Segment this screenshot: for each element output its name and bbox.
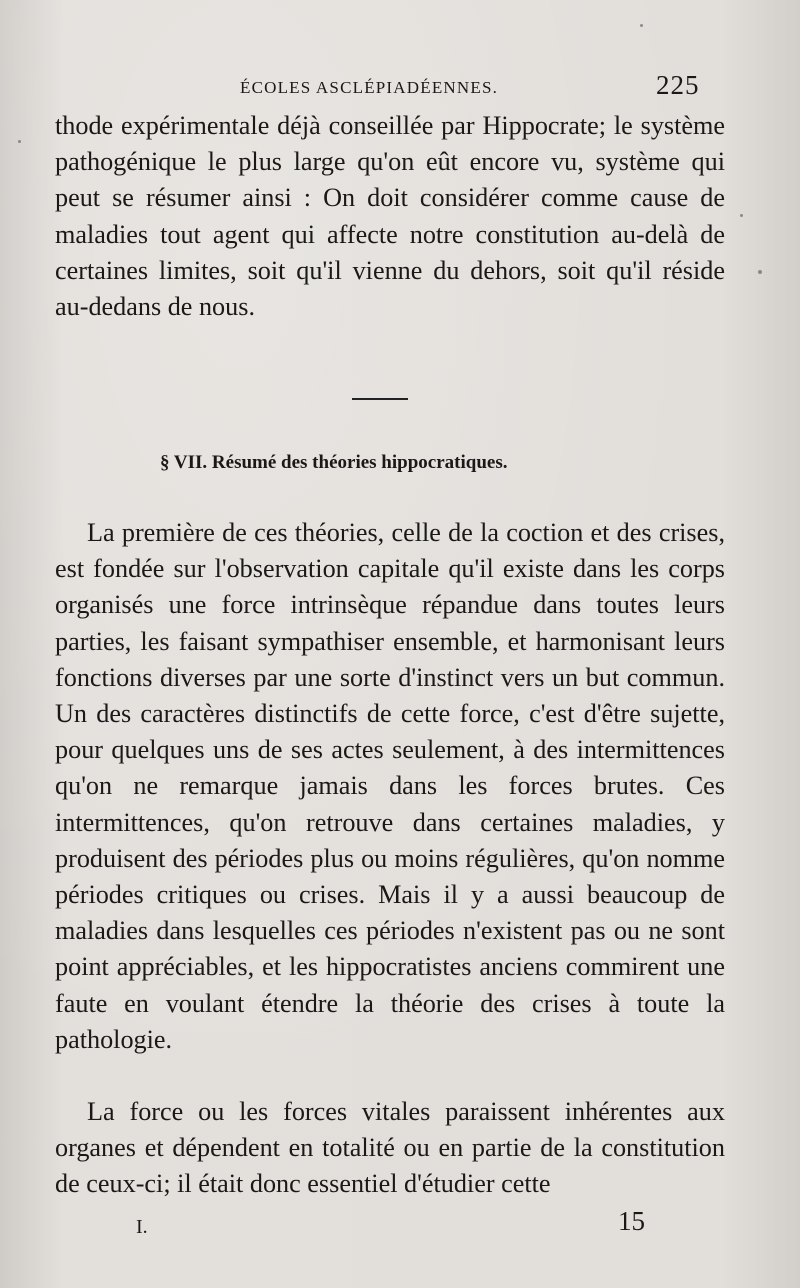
page-footer bbox=[0, 1206, 800, 1240]
ink-speck bbox=[758, 270, 762, 274]
paragraph-1-block bbox=[55, 515, 725, 1058]
ink-speck bbox=[18, 140, 21, 143]
section-divider bbox=[352, 398, 408, 400]
page-header bbox=[0, 70, 800, 100]
paragraph-2-block bbox=[55, 1094, 725, 1203]
running-title: ÉCOLES ASCLÉPIADÉENNES. bbox=[240, 78, 499, 97]
paragraph-1: La première de ces théories, celle de la coction et des crises, est fondée sur l'observation capitale qu'il existe dans les corps organisés une force intrinsèque répandue dans toutes leurs parties, les faisant sympathiser ensemble, et harmonisant leurs fonctions diverses par une sorte d'instinct vers un but commun. Un des caractères distinctifs de cette force, c'est d'être sujette, pour quelques uns de ses actes seulement, à des intermittences qu'on ne remarque jamais dans les forces brutes. Ces intermittences, qu'on retrouve dans certaines maladies, y produisent des périodes plus ou moins régulières, qu'on nomme périodes critiques ou crises. Mais il y a aussi beaucoup de maladies dans lesquelles ces périodes n'existent pas ou ne sont point appréciables, et les hippocratistes anciens commirent une faute en voulant étendre la théorie des crises à toute la pathologie. bbox=[55, 518, 725, 1054]
section-heading: § VII. Résumé des théories hippocratiques. bbox=[160, 452, 508, 473]
continuation-paragraph-block bbox=[55, 108, 725, 325]
ink-speck bbox=[740, 214, 743, 217]
continuation-paragraph: thode expérimentale déjà conseillée par Hippocrate; le système pathogénique le plus large qu'on eût encore vu, système qui peut se résumer ainsi : On doit considérer comme cause de maladies tout agent qui affecte notre constitution au-delà de certaines limites, soit qu'il vienne du dehors, soit qu'il réside au-dedans de nous. bbox=[55, 111, 725, 322]
signature-volume: I. bbox=[136, 1216, 148, 1238]
signature-number: 15 bbox=[618, 1206, 645, 1236]
ink-speck bbox=[640, 24, 643, 27]
paragraph-2: La force ou les forces vitales paraissent inhérentes aux organes et dépendent en totalité ou en partie de la constitution de ceux-ci; il était donc essentiel d'étudier cette bbox=[55, 1097, 725, 1199]
page-number: 225 bbox=[656, 70, 700, 100]
